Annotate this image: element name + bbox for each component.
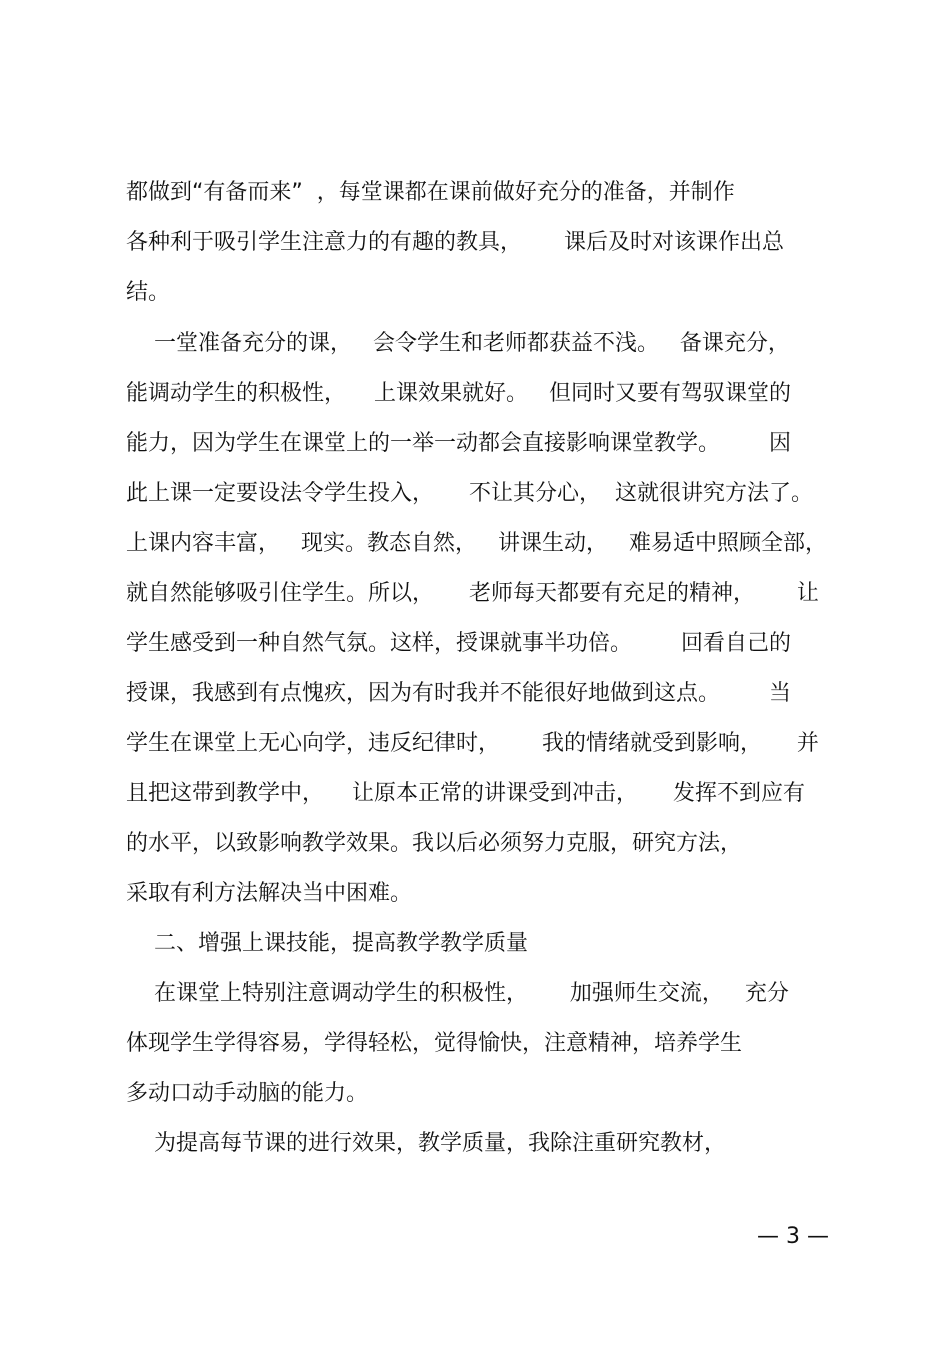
text-line: 授课，我感到有点愧疚，因为有时我并不能很好地做到这点。 当 (126, 681, 791, 706)
text-line: 的水平，以致影响教学效果。我以后必须努力克服，研究方法， (126, 831, 743, 856)
text-line: 上课内容丰富， 现实。教态自然， 讲课生动， 难易适中照顾全部， (126, 531, 827, 556)
text-line: 为提高每节课的进行效果，教学质量，我除注重研究教材， (126, 1131, 726, 1156)
text-line: 结。 (126, 280, 171, 305)
text-line: 且把这带到教学中， 让原本正常的讲课受到冲击， 发挥不到应有 (126, 781, 805, 806)
text-line: 学生在课堂上无心向学，违反纪律时， 我的情绪就受到影响， 并 (126, 731, 819, 756)
section-heading: 二、增强上课技能，提高教学教学质量 (126, 931, 528, 956)
text-line: 在课堂上特别注意调动学生的积极性， 加强师生交流， 充分 (126, 981, 789, 1006)
text-line: 学生感受到一种自然气氛。这样，授课就事半功倍。 回看自己的 (126, 631, 791, 656)
text-line: 此上课一定要设法令学生投入， 不让其分心， 这就很讲究方法了。 (126, 481, 813, 506)
text-line: 采取有利方法解决当中困难。 (126, 881, 413, 906)
text-line: 能调动学生的积极性， 上课效果就好。 但同时又要有驾驭课堂的 (126, 381, 791, 406)
text-line: 多动口动手动脑的能力。 (126, 1081, 369, 1106)
text-line: 就自然能够吸引住学生。所以， 老师每天都要有充足的精神， 让 (126, 581, 819, 606)
text-line: 各种利于吸引学生注意力的有趣的教具， 课后及时对该课作出总 (126, 230, 784, 255)
text-line: 一堂准备充分的课， 会令学生和老师都获益不浅。 备课充分， (126, 331, 790, 356)
text-line: 都做到“有备而来” ，每堂课都在课前做好充分的准备，并制作 (126, 180, 735, 205)
text-line: 体现学生学得容易，学得轻松，觉得愉快，注意精神，培养学生 (126, 1031, 743, 1056)
page-number: — 3 — (757, 1224, 829, 1249)
text-line: 能力，因为学生在课堂上的一举一动都会直接影响课堂教学。 因 (126, 431, 791, 456)
